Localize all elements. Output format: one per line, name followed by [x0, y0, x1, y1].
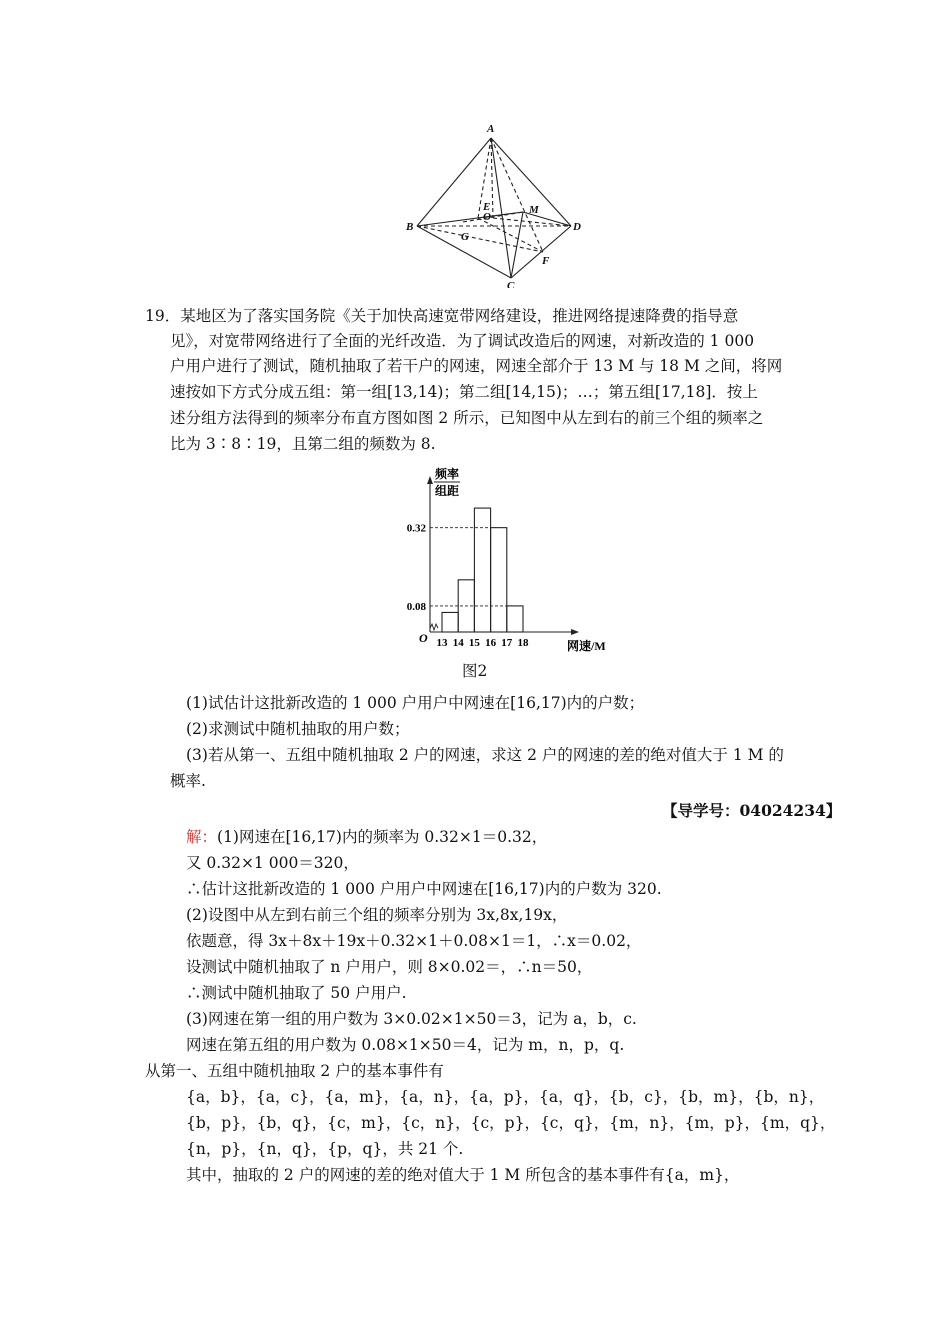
solution-line: (3)网速在第一组的用户数为 3×0.02×1×50＝3，记为 a，b，c. — [186, 1010, 637, 1028]
problem-line: 见》，对宽带网络进行了全面的光纤改造．为了调试改造后的网速，对新改造的 1 000 — [170, 332, 755, 350]
label-M: M — [529, 204, 539, 216]
solution-label: 解： — [186, 828, 218, 846]
origin-label: O — [419, 631, 428, 645]
solution-line: {a，b}，{a，c}，{a，m}，{a，n}，{a，p}，{a，q}，{b，c}，{b，m}，{b，n}， — [186, 1088, 825, 1106]
problem-line: 速按如下方式分成五组：第一组[13,14)；第二组[14,15)；…；第五组[17,18]．按上 — [170, 383, 758, 401]
ytick-label: 0.08 — [406, 600, 426, 613]
label-F: F — [542, 255, 550, 267]
problem-line: 述分组方法得到的频率分布直方图如图 2 所示，已知图中从左到右的前三个组的频率之 — [170, 409, 764, 427]
question-3: (3)若从第一、五组中随机抽取 2 户的网速，求这 2 户的网速的差的绝对值大于 1 M 的 — [186, 746, 784, 764]
xtick-label: 14 — [452, 637, 464, 649]
xtick-label: 13 — [436, 637, 448, 649]
solution-line: 设测试中随机抽取了 n 户用户，则 8×0.02＝，∴n＝50， — [186, 958, 593, 976]
histogram-bar — [442, 612, 458, 632]
question-3-cont: 概率. — [170, 772, 206, 790]
x-axis-label: 网速/M — [567, 639, 606, 653]
question-1: (1)试估计这批新改造的 1 000 户用户中网速在[16,17)内的户数； — [186, 694, 645, 712]
solution-text: (1)网速在[16,17)内的频率为 0.32×1＝0.32， — [217, 828, 548, 846]
xtick-label: 17 — [501, 637, 513, 649]
ylabel-bottom: 组距 — [435, 484, 460, 498]
label-G: G — [461, 231, 469, 243]
solution-line-1 — [186, 827, 547, 847]
solution-line: {b，p}，{b，q}，{c，m}，{c，n}，{c，p}，{c，q}，{m，n}，{m，p}，{m，q}， — [186, 1114, 836, 1132]
solution-line: ∴测试中随机抽取了 50 户用户. — [186, 984, 407, 1002]
solution-line: 又 0.32×1 000＝320， — [186, 854, 359, 872]
question-2: (2)求测试中随机抽取的用户数； — [186, 720, 410, 738]
solution-line: ∴估计这批新改造的 1 000 户用户中网速在[16,17)内的户数为 320. — [186, 880, 662, 898]
solution-line: 网速在第五组的用户数为 0.08×1×50＝4，记为 m，n，p，q. — [186, 1036, 625, 1054]
xtick-label: 18 — [517, 637, 529, 649]
ylabel-top: 频率 — [435, 467, 460, 481]
ytick-label: 0.32 — [406, 522, 426, 535]
problem-line: 户用户进行了测试，随机抽取了若干户的网速，网速全部介于 13 M 与 18 M 之间，将网 — [170, 357, 783, 375]
label-D: D — [573, 221, 581, 233]
histogram — [395, 464, 635, 654]
histogram-bar — [474, 508, 490, 632]
label-B: B — [406, 221, 414, 233]
guide-number: 【导学号：04024234】 — [662, 801, 842, 820]
label-C: C — [507, 280, 515, 288]
solution-line: (2)设图中从左到右前三个组的频率分别为 3x,8x,19x， — [186, 906, 568, 924]
xtick-label: 16 — [485, 637, 497, 649]
xtick-label: 15 — [468, 637, 480, 649]
histogram-bar — [507, 606, 523, 632]
solution-line: 其中，抽取的 2 户的网速的差的绝对值大于 1 M 所包含的基本事件有{a，m}， — [186, 1166, 740, 1184]
label-E: E — [483, 201, 491, 213]
solution-line: {n，p}，{n，q}，{p，q}，共 21 个. — [186, 1140, 464, 1158]
solution-line: 依题意，得 3x＋8x＋19x＋0.32×1＋0.08×1＝1，∴x＝0.02， — [186, 932, 642, 950]
label-A: A — [487, 123, 495, 135]
label-O: O — [483, 211, 491, 223]
pyramid-figure — [403, 118, 593, 288]
problem-line: 19．某地区为了落实国务院《关于加快高速宽带网络建设，推进网络提速降费的指导意 — [145, 307, 739, 325]
problem-line: 比为 3∶8∶19，且第二组的频数为 8. — [170, 435, 436, 453]
figure-caption: 图2 — [462, 662, 488, 680]
solution-line: 从第一、五组中随机抽取 2 户的基本事件有 — [145, 1062, 444, 1080]
histogram-bar — [491, 528, 507, 632]
